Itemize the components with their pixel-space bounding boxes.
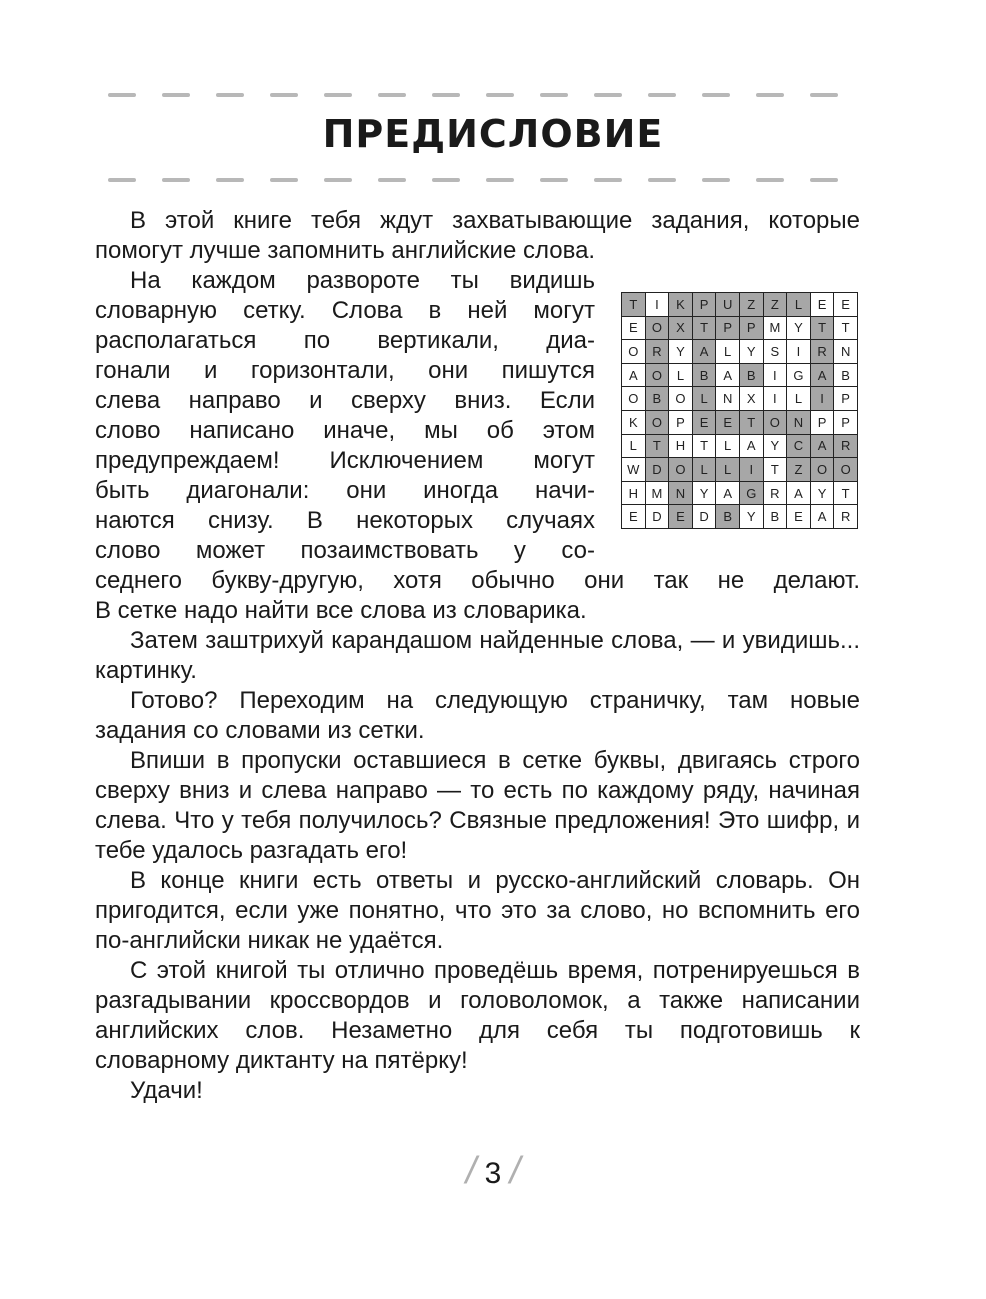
dash-segment [432, 93, 460, 97]
grid-cell: A [692, 340, 716, 364]
grid-cell: R [810, 340, 834, 364]
dash-segment [324, 178, 352, 182]
grid-cell: A [787, 481, 811, 505]
grid-cell: L [787, 387, 811, 411]
grid-cell: M [763, 316, 787, 340]
grid-row [622, 363, 858, 387]
grid-cell: O [810, 458, 834, 482]
grid-cell: S [763, 340, 787, 364]
grid-cell: W [622, 458, 646, 482]
paragraph-2-line: В сетке надо найти все слова из словарика. [95, 597, 587, 624]
grid-cell: O [622, 340, 646, 364]
grid-cell: Z [739, 293, 763, 317]
paragraph-2-line: располагаться по вертикали, диа- [95, 327, 595, 354]
paragraph-2-line: предупреждаем! Исключением могут [95, 447, 595, 474]
grid-row [622, 316, 858, 340]
grid-cell: Y [669, 340, 693, 364]
grid-cell: E [622, 316, 646, 340]
grid-cell: B [692, 363, 716, 387]
dash-segment [270, 178, 298, 182]
dash-segment [756, 93, 784, 97]
grid-cell: E [692, 410, 716, 434]
paragraph-2-line: слово написано иначе, мы об этом [95, 417, 595, 444]
word-search-grid [621, 292, 858, 529]
decorative-dash-border-bottom [108, 178, 848, 184]
grid-cell: T [645, 434, 669, 458]
grid-cell: R [834, 505, 858, 529]
grid-cell: O [834, 458, 858, 482]
dash-segment [162, 178, 190, 182]
grid-cell: U [716, 293, 740, 317]
paragraph-2-line: На каждом развороте ты видишь [130, 267, 595, 294]
dash-segment [216, 93, 244, 97]
grid-cell: L [716, 340, 740, 364]
grid-cell: B [716, 505, 740, 529]
grid-cell: R [834, 434, 858, 458]
grid-cell: O [763, 410, 787, 434]
grid-cell: T [692, 316, 716, 340]
grid-cell: D [692, 505, 716, 529]
dash-segment [108, 93, 136, 97]
grid-cell: Y [739, 340, 763, 364]
paragraph-5: Впиши в пропуски оставшиеся в сетке буквы, двигаясь строго сверху вниз и слева направо — то есть по каждому ряду, начиная слева. Что у тебя получилось? Связные предложения! Это шифр, и тебе удалось разгадать его! [95, 747, 860, 864]
paragraph-2-line: слово может позаимствовать у со- [95, 537, 595, 564]
grid-cell: N [787, 410, 811, 434]
paragraph-7: С этой книгой ты отлично проведёшь время, потренируешься в разгадывании кроссвордов и головоломок, а также написании английских слов. Незаметно для себя ты подготовишь к словарному диктанту на пятёрку! [95, 957, 860, 1074]
grid-cell: C [787, 434, 811, 458]
dash-segment [702, 178, 730, 182]
paragraph-2-line: наются снизу. В некоторых случаях [95, 507, 595, 534]
grid-cell: N [669, 481, 693, 505]
grid-cell: D [645, 458, 669, 482]
slash-decoration-right: / [509, 1150, 521, 1192]
grid-cell: B [763, 505, 787, 529]
grid-cell: Y [810, 481, 834, 505]
grid-cell: A [622, 363, 646, 387]
paragraph-6: В конце книги есть ответы и русско-английский словарь. Он пригодится, если уже понятно, что это за слово, но вспомнить его по-английски никак не удаётся. [95, 867, 860, 954]
dash-segment [432, 178, 460, 182]
grid-cell: E [810, 293, 834, 317]
grid-cell: P [669, 410, 693, 434]
dash-segment [216, 178, 244, 182]
grid-cell: M [645, 481, 669, 505]
dash-segment [378, 178, 406, 182]
dash-segment [486, 178, 514, 182]
grid-cell: L [716, 434, 740, 458]
grid-cell: B [834, 363, 858, 387]
grid-cell: Z [763, 293, 787, 317]
grid-cell: O [669, 458, 693, 482]
grid-cell: G [787, 363, 811, 387]
grid-cell: E [834, 293, 858, 317]
dash-segment [756, 178, 784, 182]
grid-cell: X [739, 387, 763, 411]
grid-cell: T [692, 434, 716, 458]
grid-cell: A [716, 363, 740, 387]
grid-cell: A [716, 481, 740, 505]
grid-cell: A [810, 505, 834, 529]
grid-cell: T [739, 410, 763, 434]
dash-segment [594, 93, 622, 97]
dash-segment [648, 178, 676, 182]
page-title: ПРЕДИСЛОВИЕ [322, 112, 664, 156]
grid-cell: E [622, 505, 646, 529]
grid-cell: I [810, 387, 834, 411]
grid-cell: L [716, 458, 740, 482]
grid-cell: P [834, 410, 858, 434]
paragraph-2-line: седнего букву-другую, хотя обычно они так не делают. [95, 567, 860, 594]
grid-cell: K [669, 293, 693, 317]
grid-cell: Z [787, 458, 811, 482]
dash-segment [540, 178, 568, 182]
grid-cell: L [692, 387, 716, 411]
grid-cell: Y [787, 316, 811, 340]
grid-cell: G [739, 481, 763, 505]
dash-segment [702, 93, 730, 97]
paragraph-2-line: слева направо и сверху вниз. Если [95, 387, 595, 414]
grid-cell: E [669, 505, 693, 529]
grid-cell: P [692, 293, 716, 317]
grid-cell: P [716, 316, 740, 340]
grid-cell: T [810, 316, 834, 340]
dash-segment [648, 93, 676, 97]
grid-cell: R [645, 340, 669, 364]
grid-cell: A [810, 434, 834, 458]
grid-cell: P [739, 316, 763, 340]
grid-cell: Y [763, 434, 787, 458]
dash-segment [810, 178, 838, 182]
dash-segment [594, 178, 622, 182]
grid-cell: O [622, 387, 646, 411]
paragraph-2-line: быть диагонали: они иногда начи- [95, 477, 595, 504]
decorative-dash-border-top [108, 93, 848, 99]
grid-cell: K [622, 410, 646, 434]
dash-segment [810, 93, 838, 97]
dash-segment [108, 178, 136, 182]
paragraph-4: Готово? Переходим на следующую страничку, там новые задания со словами из сетки. [95, 687, 860, 744]
grid-cell: L [669, 363, 693, 387]
grid-cell: O [645, 316, 669, 340]
page-number-footer [0, 1150, 986, 1193]
dash-segment [324, 93, 352, 97]
grid-row [622, 458, 858, 482]
dash-segment [270, 93, 298, 97]
grid-cell: E [716, 410, 740, 434]
grid-row [622, 410, 858, 434]
grid-cell: H [622, 481, 646, 505]
grid-cell: D [645, 505, 669, 529]
grid-cell: B [739, 363, 763, 387]
grid-cell: T [834, 481, 858, 505]
grid-cell: O [645, 410, 669, 434]
grid-row [622, 293, 858, 317]
grid-cell: Y [692, 481, 716, 505]
paragraph-3: Затем заштрихуй карандашом найденные слова, — и увидишь... картинку. [95, 627, 860, 684]
paragraph-1: В этой книге тебя ждут захватывающие задания, которые помогут лучше запомнить английские слова. [95, 207, 860, 264]
dash-segment [540, 93, 568, 97]
grid-cell: I [645, 293, 669, 317]
grid-cell: T [763, 458, 787, 482]
grid-cell: X [669, 316, 693, 340]
grid-row [622, 505, 858, 529]
grid-cell: N [834, 340, 858, 364]
grid-cell: L [692, 458, 716, 482]
paragraph-2-line: словарную сетку. Слова в ней могут [95, 297, 595, 324]
grid-cell: T [622, 293, 646, 317]
grid-cell: B [645, 387, 669, 411]
grid-cell: N [716, 387, 740, 411]
grid-cell: O [645, 363, 669, 387]
grid-cell: E [787, 505, 811, 529]
grid-cell: I [787, 340, 811, 364]
grid-cell: P [834, 387, 858, 411]
grid-cell: I [739, 458, 763, 482]
paragraph-2-line: гонали и горизонтали, они пишутся [95, 357, 595, 384]
grid-cell: A [739, 434, 763, 458]
page-number: 3 [484, 1157, 502, 1190]
grid-cell: P [810, 410, 834, 434]
grid-cell: O [669, 387, 693, 411]
grid-cell: T [834, 316, 858, 340]
grid-row [622, 434, 858, 458]
grid-cell: A [810, 363, 834, 387]
grid-row [622, 387, 858, 411]
paragraph-8: Удачи! [130, 1077, 203, 1104]
grid-row [622, 340, 858, 364]
grid-cell: R [763, 481, 787, 505]
grid-cell: I [763, 387, 787, 411]
grid-cell: H [669, 434, 693, 458]
dash-segment [486, 93, 514, 97]
grid-cell: Y [739, 505, 763, 529]
grid-row [622, 481, 858, 505]
grid-cell: I [763, 363, 787, 387]
word-search-table [621, 292, 858, 529]
dash-segment [378, 93, 406, 97]
dash-segment [162, 93, 190, 97]
grid-cell: L [787, 293, 811, 317]
grid-cell: L [622, 434, 646, 458]
slash-decoration-left: / [465, 1150, 477, 1192]
